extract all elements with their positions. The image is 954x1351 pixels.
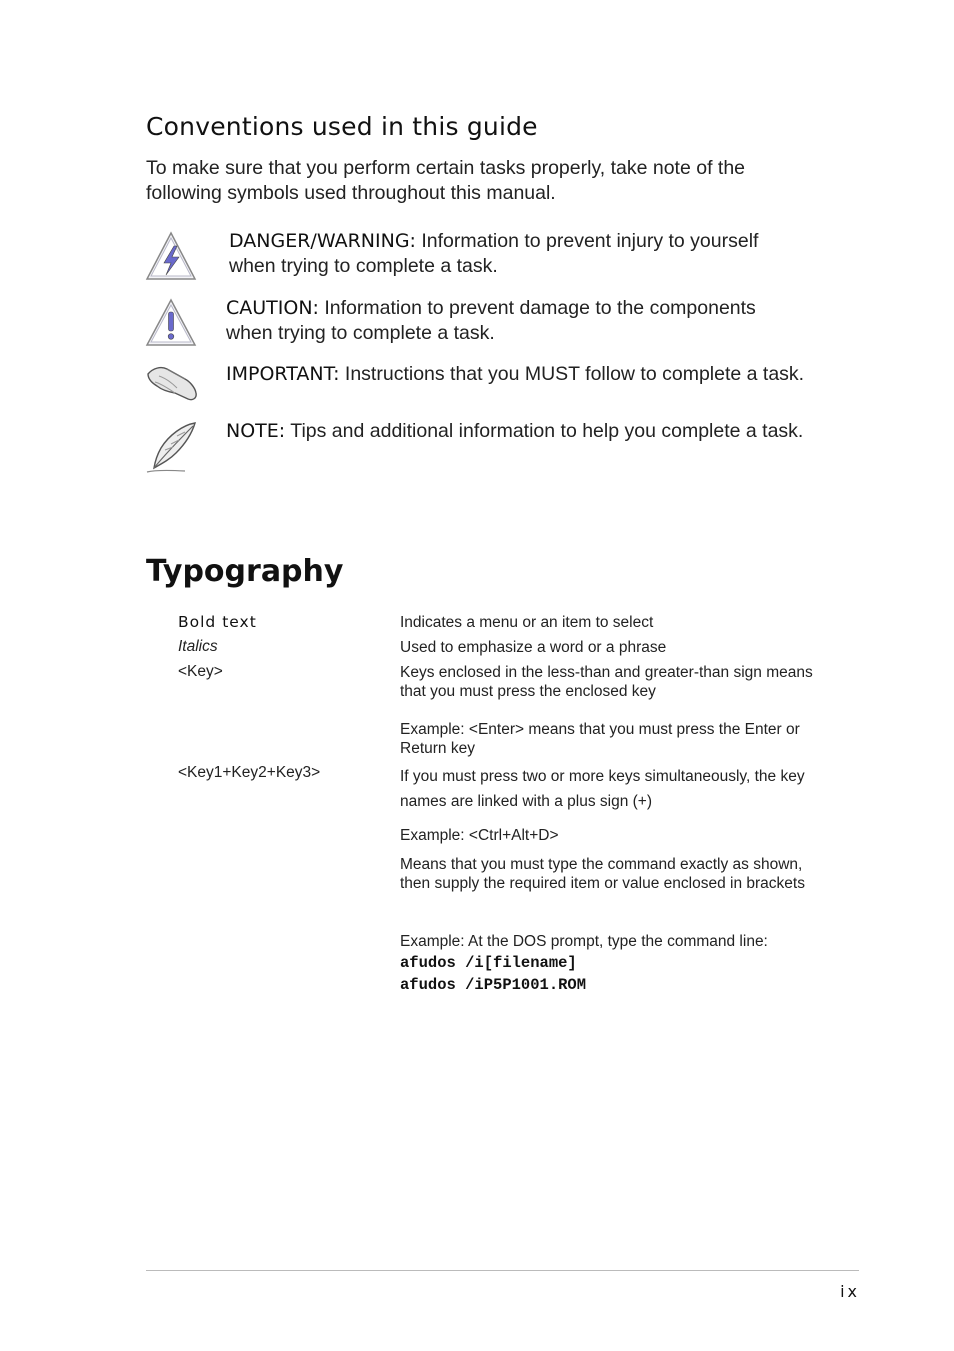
note-icon <box>145 420 199 479</box>
section-heading-conventions: Conventions used in this guide <box>146 112 538 141</box>
section-heading-typography: Typography <box>146 554 344 589</box>
page-number: ix <box>840 1282 860 1301</box>
example-dos-prompt: Example: At the DOS prompt, type the command line: <box>400 933 768 950</box>
command-line-2: afudos /iP5P1001.ROM <box>400 976 587 994</box>
intro-paragraph: To make sure that you perform certain tasks properly, take note of the following symbols used throughout this manual. <box>146 157 746 204</box>
note-danger-label: DANGER/WARNING: <box>229 230 416 252</box>
footer-rule <box>146 1270 859 1271</box>
note-important-text: Instructions that you MUST follow to complete a task. <box>344 363 805 385</box>
desc-italics: Used to emphasize a word or a phrase <box>400 639 667 656</box>
danger-icon <box>145 230 197 287</box>
important-icon <box>145 362 199 409</box>
note-important <box>226 362 806 387</box>
desc-command-exact: Means that you must type the command exactly as shown, then supply the required item or value enclosed in brackets <box>400 856 805 892</box>
note-important-label: IMPORTANT: <box>226 363 340 385</box>
note-note <box>226 419 806 444</box>
term-bold-text: Bold text <box>178 613 257 631</box>
term-key-combo: <Key1+Key2+Key3> <box>178 764 321 781</box>
note-caution <box>226 296 806 346</box>
note-note-text: Tips and additional information to help you complete a task. <box>290 420 804 442</box>
desc-bold-text: Indicates a menu or an item to select <box>400 614 654 631</box>
caution-icon <box>145 298 197 353</box>
desc-key: Keys enclosed in the less-than and greater-than sign means that you must press the enclosed key <box>400 664 813 700</box>
note-caution-text: Information to prevent damage to the components when trying to complete a task. <box>226 297 756 344</box>
example-key: Example: <Enter> means that you must press the Enter or Return key <box>400 721 800 757</box>
term-key: <Key> <box>178 663 223 680</box>
note-danger-text: Information to prevent injury to yourself when trying to complete a task. <box>229 230 759 277</box>
term-italics: Italics <box>178 638 218 655</box>
example-key-combo: Example: <Ctrl+Alt+D> <box>400 827 559 844</box>
note-note-label: NOTE: <box>226 420 286 442</box>
desc-key-combo: If you must press two or more keys simultaneously, the key names are linked with a plus sign (+) <box>400 768 805 810</box>
note-danger <box>229 229 809 279</box>
note-caution-label: CAUTION: <box>226 297 319 319</box>
command-line-1: afudos /i[filename] <box>400 954 577 972</box>
